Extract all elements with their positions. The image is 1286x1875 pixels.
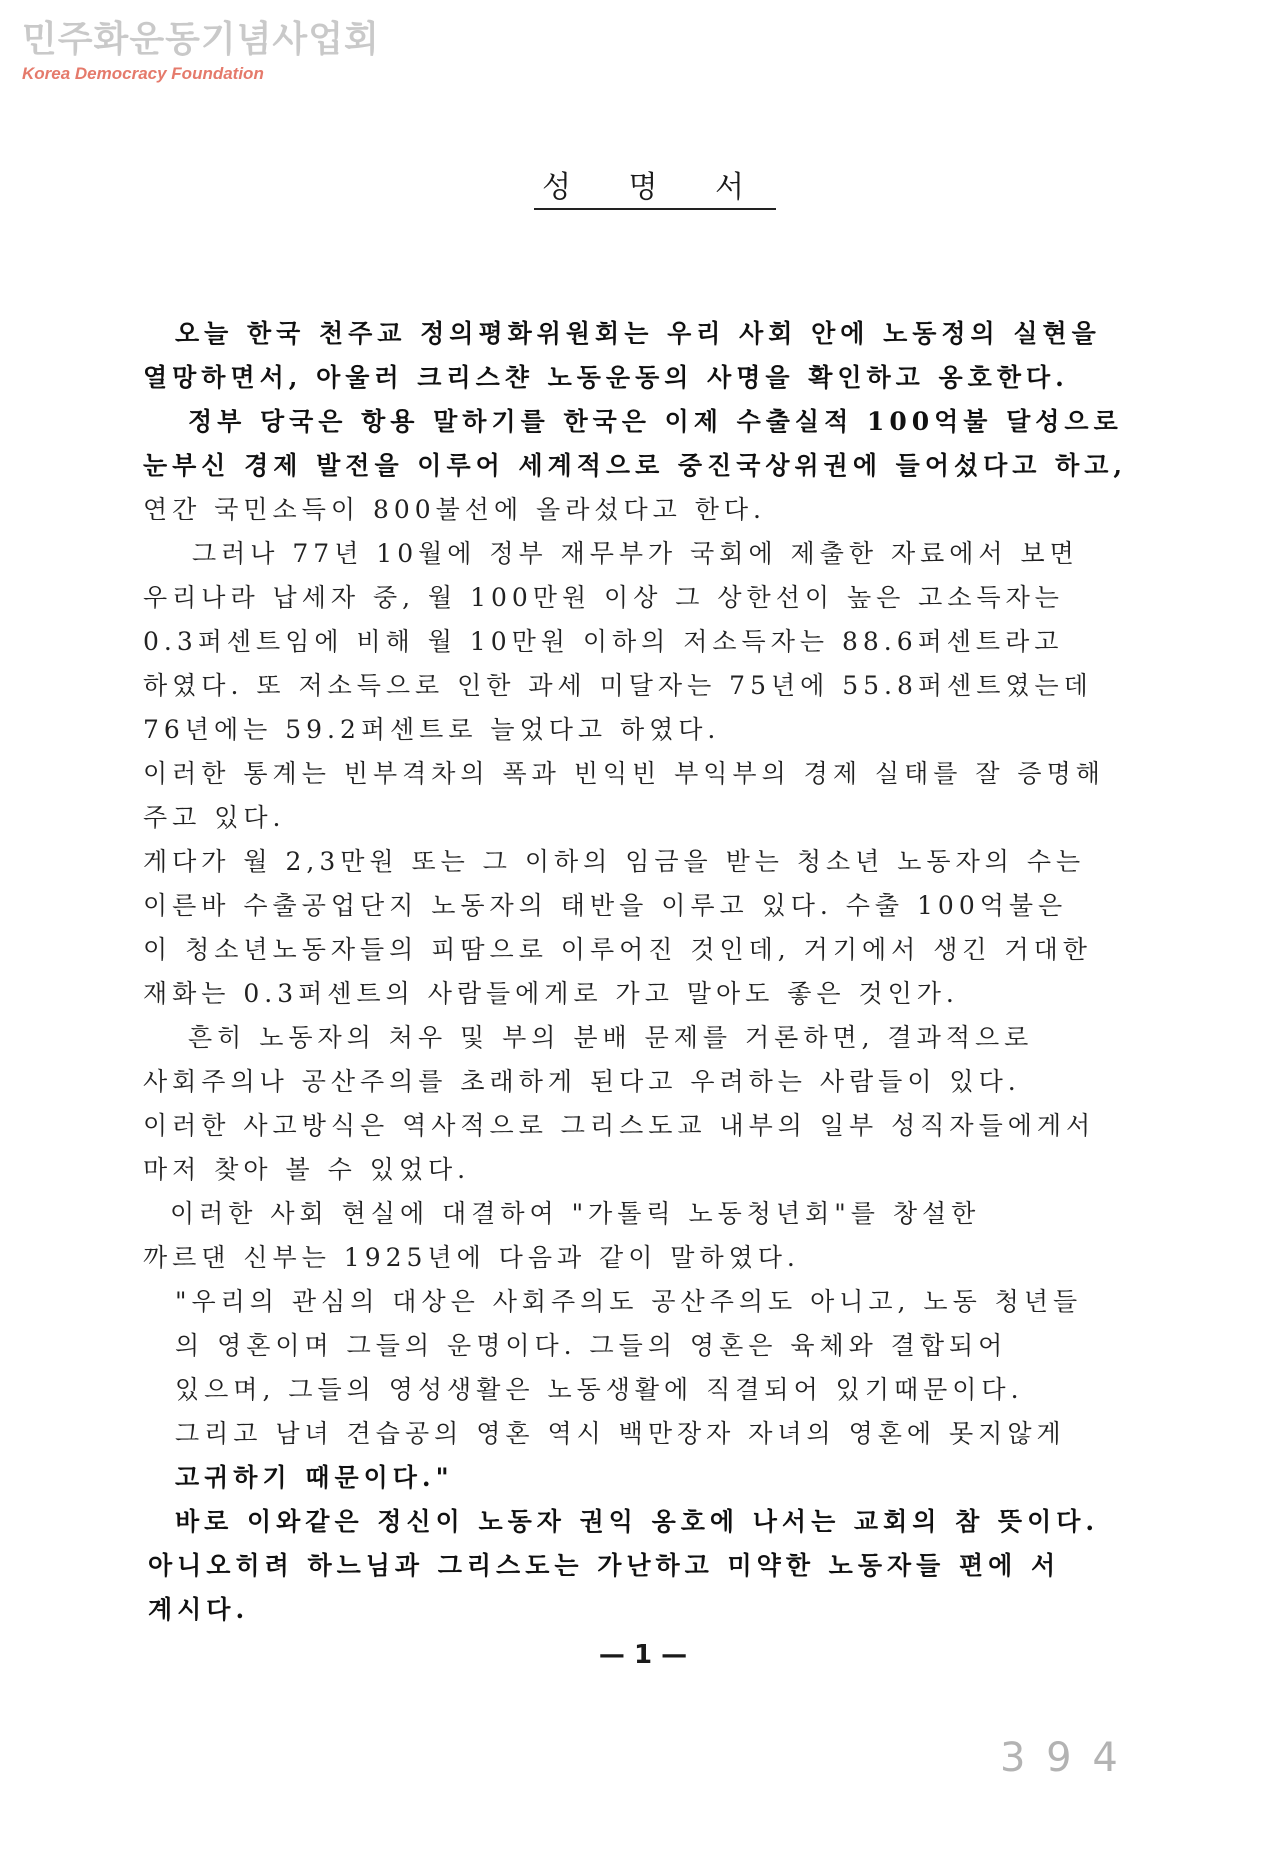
- text-line: 이러한 사회 현실에 대결하여 "가톨릭 노동청년회"를 창설한: [170, 1199, 981, 1228]
- text-line: 이른바 수출공업단지 노동자의 태반을 이루고 있다. 수출 100억불은: [143, 891, 1068, 920]
- text-line: 흔히 노동자의 처우 및 부의 분배 문제를 거론하면, 결과적으로: [188, 1023, 1034, 1052]
- text-line: "우리의 관심의 대상은 사회주의도 공산주의도 아니고, 노동 청년들: [175, 1287, 1083, 1316]
- text-line: 의 영혼이며 그들의 운명이다. 그들의 영혼은 육체와 결합되어: [175, 1331, 1008, 1360]
- document-title: [0, 168, 1286, 210]
- text-line: 하였다. 또 저소득으로 인한 과세 미달자는 75년에 55.8퍼센트였는데: [143, 671, 1093, 700]
- text-line: 이러한 사고방식은 역사적으로 그리스도교 내부의 일부 성직자들에게서: [143, 1111, 1096, 1140]
- text-line: 열망하면서, 아울러 크리스챤 노동운동의 사명을 확인하고 옹호한다.: [143, 363, 1069, 392]
- document-title-text: 성 명 서: [534, 168, 776, 210]
- text-line: 76년에는 59.2퍼센트로 늘었다고 하였다.: [143, 715, 721, 744]
- watermark-english: Korea Democracy Foundation: [22, 64, 264, 83]
- text-line: 바로 이와같은 정신이 노동자 권익 옹호에 나서는 교회의 참 뜻이다.: [175, 1507, 1100, 1536]
- text-line: 정부 당국은 항용 말하기를 한국은 이제 수출실적 100억불 달성으로: [188, 407, 1123, 436]
- text-line: 연간 국민소득이 800불선에 올라섰다고 한다.: [143, 495, 767, 524]
- text-line: 아니오히려 하느님과 그리스도는 가난하고 미약한 노동자들 편에 서: [148, 1551, 1061, 1580]
- text-line: 재화는 0.3퍼센트의 사람들에게로 가고 말아도 좋은 것인가.: [143, 979, 959, 1008]
- text-line: 주고 있다.: [143, 803, 286, 832]
- text-line: 이러한 통계는 빈부격차의 폭과 빈익빈 부익부의 경제 실태를 잘 증명해: [143, 759, 1105, 788]
- page-number: — 1 —: [598, 1640, 688, 1670]
- handwritten-note: 3 9 4: [1000, 1735, 1122, 1781]
- watermark: [22, 20, 380, 85]
- text-line: 오늘 한국 천주교 정의평화위원회는 우리 사회 안에 노동정의 실현을: [175, 319, 1101, 348]
- text-line: 이 청소년노동자들의 피땀으로 이루어진 것인데, 거기에서 생긴 거대한: [143, 935, 1092, 964]
- text-line: 눈부신 경제 발전을 이루어 세계적으로 중진국상위권에 들어섰다고 하고,: [143, 451, 1128, 480]
- text-line: 고귀하기 때문이다.": [175, 1463, 454, 1492]
- text-line: 마저 찾아 볼 수 있었다.: [143, 1155, 471, 1184]
- text-line: 계시다.: [148, 1595, 250, 1624]
- text-line: 있으며, 그들의 영성생활은 노동생활에 직결되어 있기때문이다.: [175, 1375, 1024, 1404]
- text-line: 게다가 월 2,3만원 또는 그 이하의 임금을 받는 청소년 노동자의 수는: [143, 847, 1086, 876]
- text-line: 0.3퍼센트임에 비해 월 10만원 이하의 저소득자는 88.6퍼센트라고: [143, 627, 1064, 656]
- text-line: 그러나 77년 10월에 정부 재무부가 국회에 제출한 자료에서 보면: [192, 539, 1079, 568]
- text-line: 까르댄 신부는 1925년에 다음과 같이 말하였다.: [143, 1243, 800, 1272]
- text-line: 우리나라 납세자 중, 월 100만원 이상 그 상한선이 높은 고소득자는: [143, 583, 1064, 612]
- watermark-korean: 민주화운동기념사업회: [22, 19, 380, 60]
- text-line: 사회주의나 공산주의를 초래하게 된다고 우려하는 사람들이 있다.: [143, 1067, 1021, 1096]
- text-line: 그리고 남녀 견습공의 영혼 역시 백만장자 자녀의 영혼에 못지않게: [175, 1419, 1066, 1448]
